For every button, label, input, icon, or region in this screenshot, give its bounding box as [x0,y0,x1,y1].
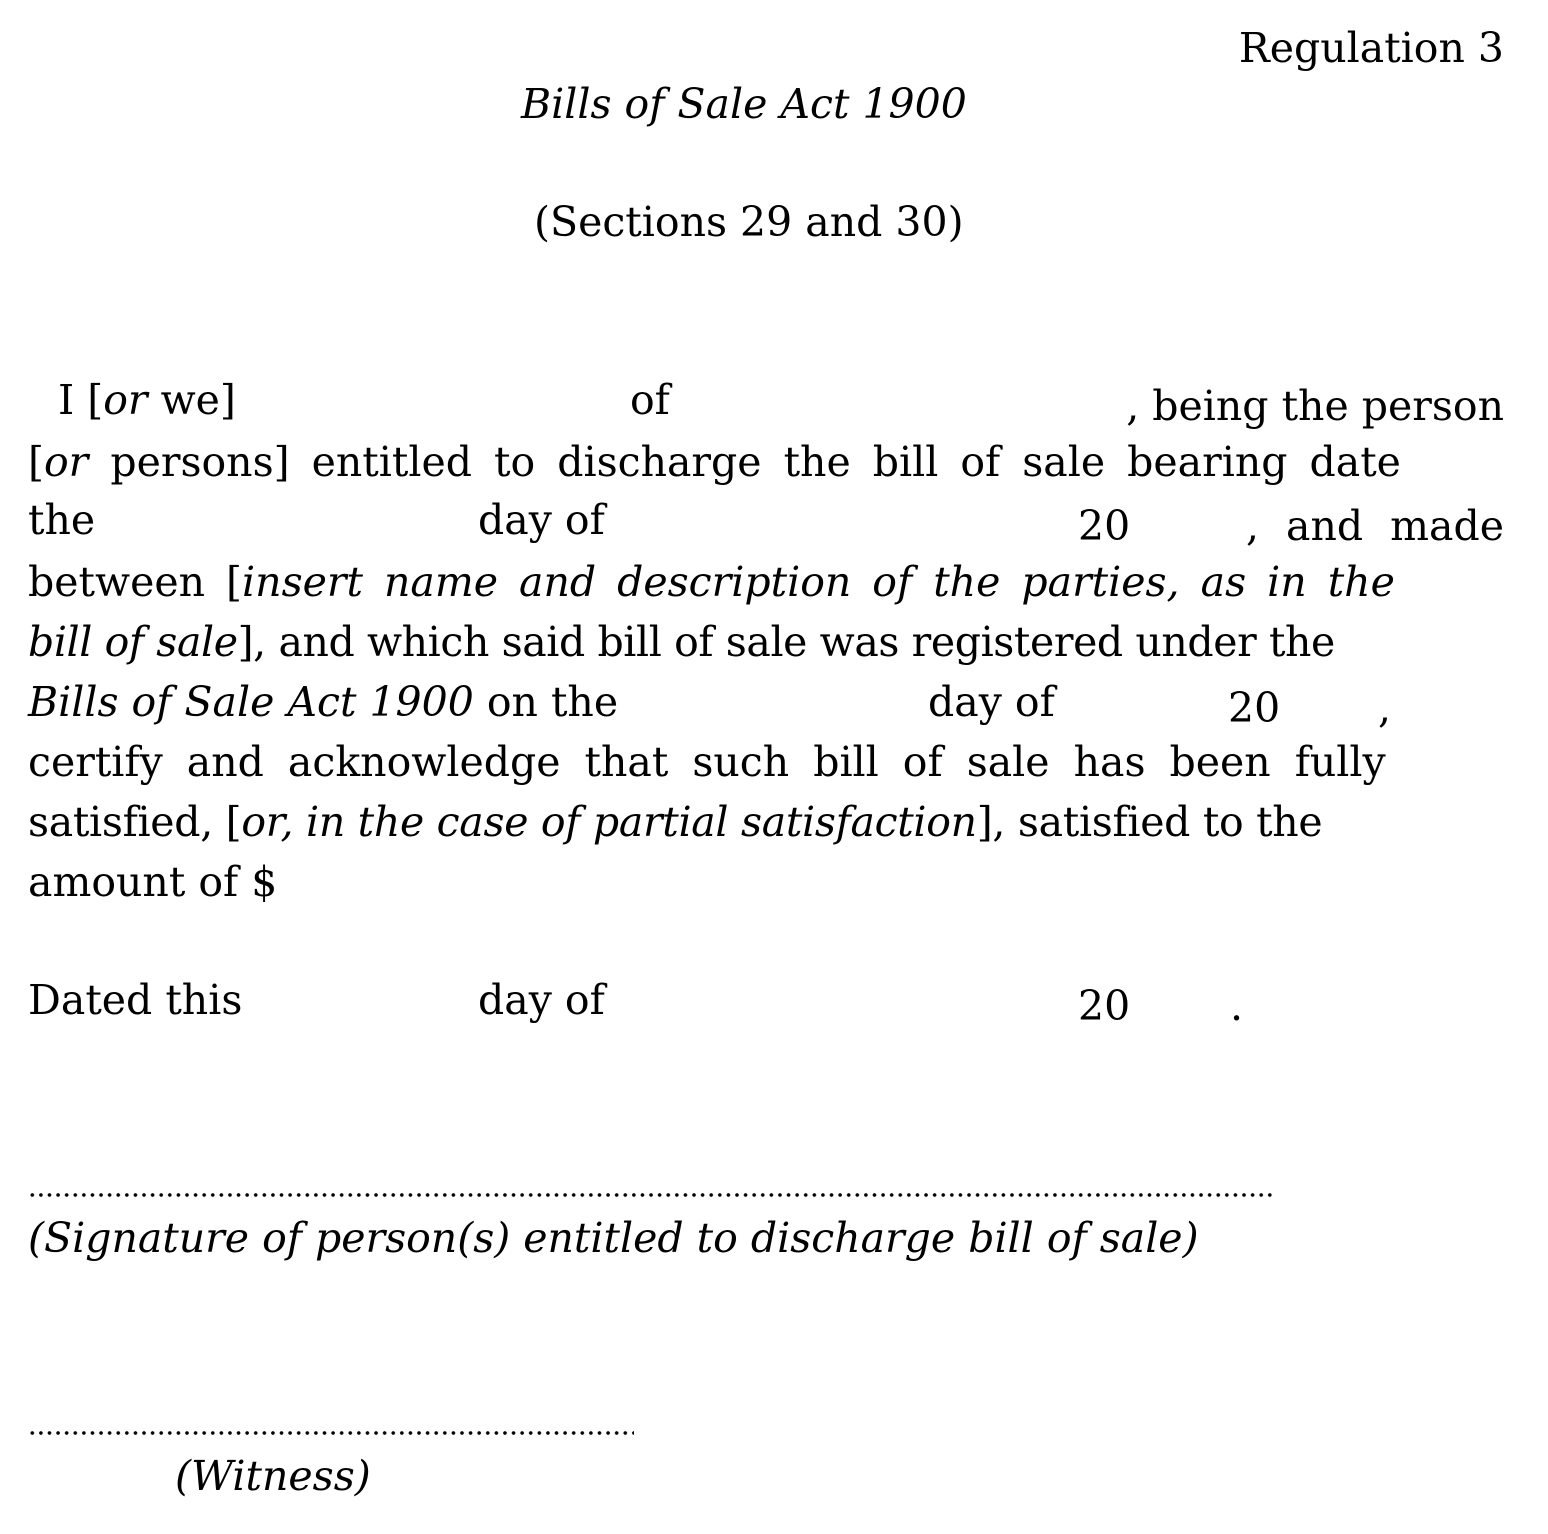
line-9: amount of $ [28,858,278,906]
regulation-number: Regulation 3 [1238,24,1504,72]
text-italic: insert name and description of the parties, as in the [242,558,1395,606]
line-1-end: , being the person [1126,382,1504,430]
witness-signature-line[interactable] [28,1430,634,1436]
act-title: Bills of Sale Act 1900 [521,80,967,128]
text: [ [28,438,44,486]
line-8 [28,798,1323,846]
line-3-year: 20 [1078,502,1131,550]
line-3-day-of: day of [478,496,605,544]
sections-reference: (Sections 29 and 30) [534,198,964,246]
dated-period: . [1230,982,1244,1030]
text: persons] entitled to discharge the bill of sale bearing date [88,438,1401,486]
dated-label: Dated this [28,976,243,1024]
discharge-signature-line[interactable] [28,1192,1276,1198]
line-6-start [28,678,619,726]
text: we] [147,376,236,424]
discharge-signature-caption: (Signature of person(s) entitled to discharge bill of sale) [28,1214,1199,1262]
witness-caption: (Witness) [175,1452,371,1500]
text-italic: or [44,438,89,486]
line-3-the: the [28,496,96,544]
line-5 [28,618,1335,666]
line-1-of: of [630,376,670,424]
line-2 [28,438,1401,486]
text: between [ [28,558,243,606]
text-italic: bill of sale [28,618,238,666]
text-italic: or, in the case of partial satisfaction [241,798,977,846]
text-italic: Bills of Sale Act 1900 [28,678,474,726]
text: I [ [58,376,104,424]
dated-day-of: day of [478,976,605,1024]
text-italic: or [103,376,148,424]
text: satisfied, [ [28,798,242,846]
text: on the [473,678,619,726]
text: ], and which said bill of sale was registered under the [237,618,1335,666]
line-7: certify and acknowledge that such bill of sale has been fully [28,738,1386,786]
line-6-year: 20 [1228,684,1281,732]
line-6-comma: , [1378,684,1392,732]
line-6-day-of: day of [928,678,1055,726]
dated-year: 20 [1078,982,1131,1030]
line-4 [28,558,1395,606]
line-1-start [58,376,236,424]
text: ], satisfied to the [976,798,1323,846]
line-3-end: , and made [1245,502,1504,550]
